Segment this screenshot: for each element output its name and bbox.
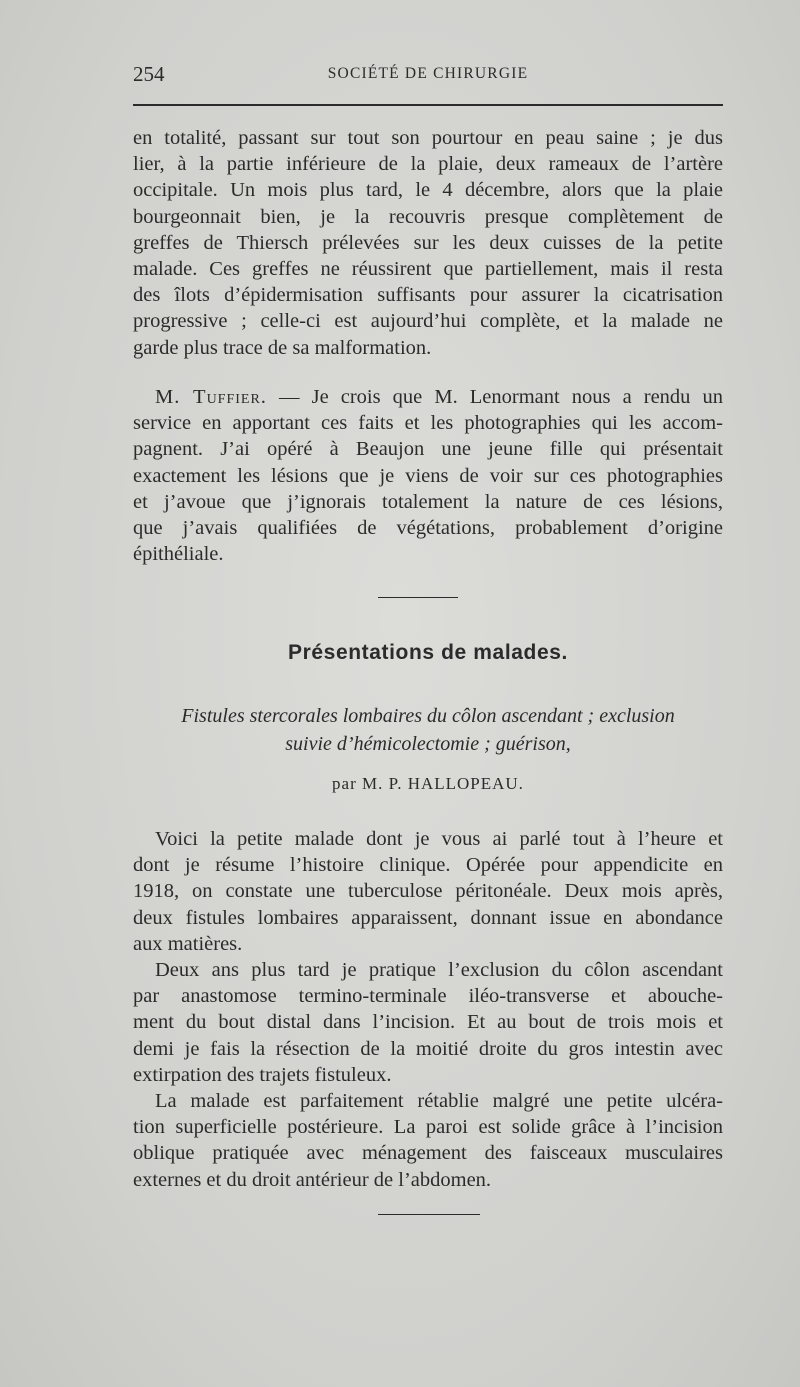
text-line: progressive ; celle-ci est aujourd’hui complète, et la malade ne xyxy=(133,310,723,333)
text-line: tion superficielle postérieure. La paroi est solide grâce à l’incision xyxy=(133,1116,723,1139)
text-line: aux matières. xyxy=(133,932,243,955)
text-line: oblique pratiquée avec ménagement des faisceaux musculaires xyxy=(133,1142,723,1165)
separator-rule xyxy=(378,597,458,598)
author-byline: par M. P. HALLOPEAU. xyxy=(332,774,524,793)
paragraph-5 xyxy=(133,1088,723,1193)
article-subtitle xyxy=(133,702,723,758)
text-line: en totalité, passant sur tout son pourtour en peau saine ; je dus xyxy=(133,127,723,149)
text-line: épithéliale. xyxy=(133,543,224,566)
text-line: malade. Ces greffes ne réussirent que partiellement, mais il resta xyxy=(133,258,723,281)
text-line: ment du bout distal dans l’incision. Et au bout de trois mois et xyxy=(133,1011,723,1034)
text-line: garde plus trace de sa malformation. xyxy=(133,336,432,359)
paragraph-3 xyxy=(133,826,723,957)
end-rule xyxy=(378,1214,480,1215)
text-line: occipitale. Un mois plus tard, le 4 décembre, alors que la plaie xyxy=(133,179,723,202)
text-line: Deux ans plus tard je pratique l’exclusion du côlon ascendant xyxy=(155,959,723,981)
text-line: externes et du droit antérieur de l’abdomen. xyxy=(133,1168,492,1191)
header-rule xyxy=(133,104,723,106)
page-header xyxy=(133,62,723,88)
text-line: que j’avais qualifiées de végétations, probablement d’origine xyxy=(133,517,723,540)
text-line: bourgeonnait bien, je la recouvris presque complètement de xyxy=(133,205,723,228)
text-line: La malade est parfaitement rétablie malgré une petite ulcéra- xyxy=(155,1090,723,1112)
text-line: lier, à la partie inférieure de la plaie, deux rameaux de l’artère xyxy=(133,153,723,176)
paragraph-1 xyxy=(133,125,723,361)
text-line: dont je résume l’histoire clinique. Opérée pour appendicite en xyxy=(133,854,723,877)
text-line: deux fistules lombaires apparaissent, donnant issue en abondance xyxy=(133,906,723,929)
text-line: des îlots d’épidermisation suffisants pour assurer la cicatrisation xyxy=(133,284,723,307)
text-line: 1918, on constate une tuberculose péritonéale. Deux mois après, xyxy=(133,880,723,903)
text-line: Je crois que M. Lenormant nous a rendu un xyxy=(311,386,723,408)
text-line: service en apportant ces faits et les photographies qui les accom- xyxy=(133,412,723,435)
text-line: pagnent. J’ai opéré à Beaujon une jeune fille qui présentait xyxy=(133,438,723,461)
text-line: et j’avoue que j’ignorais totalement la nature de ces lésions, xyxy=(133,490,723,513)
section-title: Présentations de malades. xyxy=(288,641,568,664)
subtitle-line: suivie d’hémicolectomie ; guérison, xyxy=(285,733,571,755)
text-line: exactement les lésions que je viens de voir sur ces photographies xyxy=(133,464,723,487)
running-head: SOCIÉTÉ DE CHIRURGIE xyxy=(327,65,529,82)
text-line: demi je fais la résection de la moitié droite du gros intestin avec xyxy=(133,1037,723,1060)
page-number: 254 xyxy=(133,62,165,86)
subtitle-line: Fistules stercorales lombaires du côlon ascendant ; exclusion xyxy=(181,705,675,727)
paragraph-2 xyxy=(133,384,723,567)
em-dash: — xyxy=(266,386,312,408)
text-line: Voici la petite malade dont je vous ai parlé tout à l’heure et xyxy=(155,828,723,850)
speaker-name: M. Tuffier. xyxy=(155,386,267,408)
text-line: par anastomose termino-terminale iléo-transverse et abouche- xyxy=(133,985,723,1008)
paragraph-4 xyxy=(133,957,723,1088)
text-line: extirpation des trajets fistuleux. xyxy=(133,1063,392,1086)
text-line: greffes de Thiersch prélevées sur les deux cuisses de la petite xyxy=(133,231,723,254)
